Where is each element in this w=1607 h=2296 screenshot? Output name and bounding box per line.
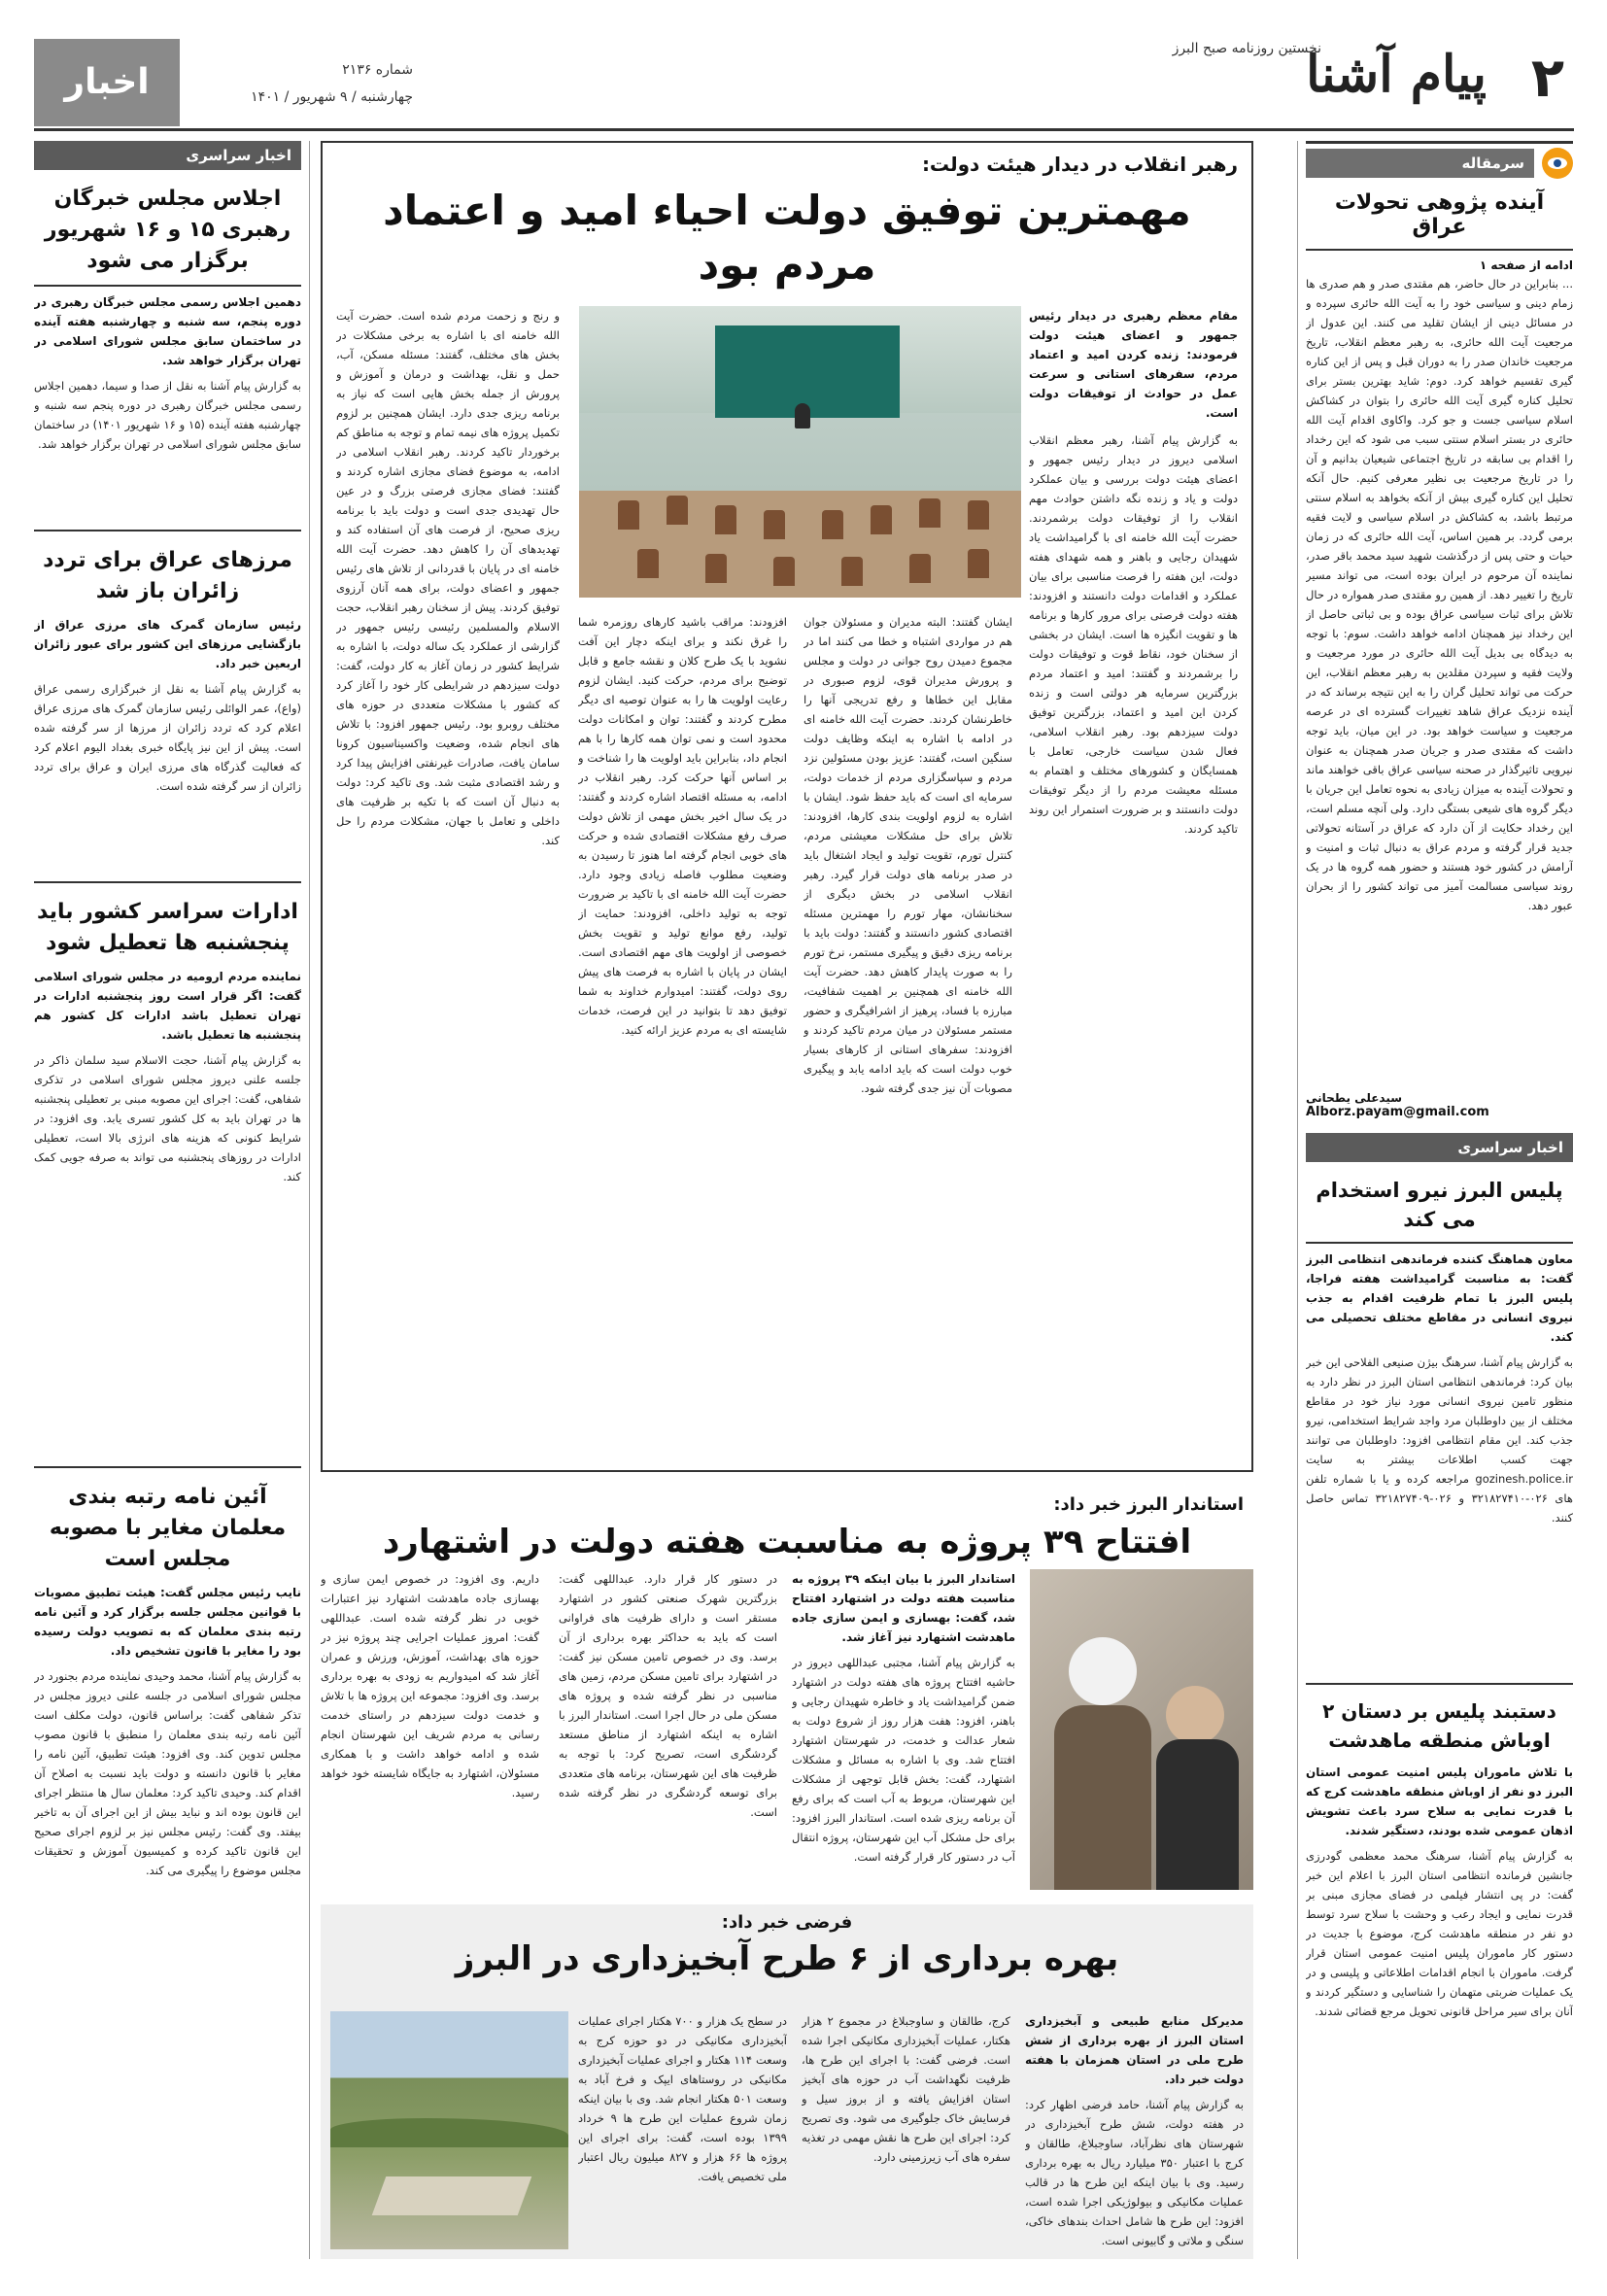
watershed-photo	[330, 2011, 568, 2249]
main-photo	[579, 306, 1021, 598]
projects-kicker: استاندار البرز خبر داد:	[1053, 1494, 1244, 1515]
main-story	[321, 141, 1253, 1472]
watershed-body-2: کرج، طالقان و ساوجبلاغ در مجموع ۲ هزار هکتار، عملیات آبخیزداری مکانیکی اجرا شده است. فرضی گفت: با اجرای این طرح ها، ظرفیت نگهداشت آب در حوزه های آبخیز استان افزایش یافته و از بروز سیل و فرسایش خاک جلوگیری می شود. وی تصریح کرد: اجرای این طرح ها نقش مهمی در تغذیه سفره های آب زیرزمینی دارد.	[802, 2014, 1010, 2164]
editorial-email[interactable]: Alborz.payam@gmail.com	[1306, 1105, 1489, 1119]
projects-headline: افتتاح ۳۹ پروژه به مناسبت هفته دولت در اشتهارد	[382, 1523, 1192, 1561]
main-headline: مهمترین توفیق دولت احیاء امید و اعتماد مردم بود	[383, 187, 1191, 289]
left-news-body-3: به گزارش پیام آشنا، حجت الاسلام سید سلمان ذاکر در جلسه علنی دیروز مجلس شورای اسلامی در تذکری شفاهی، گفت: اجرای این مصوبه مبنی بر تعطیلی پنجشنبه ها در تهران باید به کل کشور تسری یابد. وی افزود: در شرایط کنونی که هزینه های انرژی بالا است، تعطیلی ادارات در روزهای پنجشنبه می تواند به صرفه جویی کمک کند.	[34, 1053, 301, 1183]
left-news-lead-4: نایب رئیس مجلس گفت: هیئت تطبیق مصوبات با قوانین مجلس جلسه برگزار کرد و آئین نامه رتبه بندی معلمان که به تصویب دولت رسیده بود را مغایر با قانون تشخیص داد.	[34, 1586, 301, 1658]
left-news-band: اخبار سراسری	[34, 141, 301, 170]
watershed-body-3: در سطح یک هزار و ۷۰۰ هکتار اجرای عملیات آبخیزداری مکانیکی در دو حوزه کرج به وسعت ۱۱۴ هکتار و اجرای عملیات آبخیزداری مکانیکی در روستاهای ایپک و فرخ آباد به وسعت ۵۰۱ هکتار انجام شد. وی با بیان اینکه زمان شروع عملیات این طرح ها ۹ خرداد ۱۳۹۹ بوده است، گفت: برای اجرای این پروژه ها ۶۶ هزار و ۸۲۷ میلیون ریال اعتبار ملی تخصیص یافت.	[578, 2014, 787, 2183]
watershed-body-1: به گزارش پیام آشنا، حامد فرضی اظهار کرد: در هفته دولت، شش طرح آبخیزداری در شهرستان های نظرآباد، ساوجبلاغ، طالقان و کرج با اعتبار ۳۵۰ میلیارد ریال به بهره برداری رسید. وی با بیان اینکه این طرح ها در قالب عملیات مکانیکی و بیولوژیکی اجرا شده است، افزود: این طرح ها شامل احداث بندهای خاکی، سنگی و ملاتی و گابیونی است.	[1025, 2098, 1244, 2247]
editorial-author: سیدعلی یطحانی	[1306, 1091, 1403, 1105]
section-title: اخبار	[34, 39, 180, 126]
right-column	[1306, 141, 1573, 2259]
main-body-col3: افزودند: مراقب باشید کارهای روزمره شما را غرق نکند و برای اینکه دچار این آفت نشوید با یک طرح کلان و نقشه جامع و قابل توضیح برای مردم، حرکت کنید. ایشان لزوم رعایت اولویت ها را به عنوان توصیه ای دیگر مطرح کردند و گفتند: توان و امکانات دولت محدود است و نمی توان همه کارها را با هم انجام داد، بنابراین باید اولویت ها را شناخت و بر اساس آنها حرکت کرد. رهبر انقلاب در ادامه، به مسئله اقتصاد اشاره کردند و گفتند: در یک سال اخیر بخش مهمی از تلاش دولت صرف رفع مشکلات اقتصادی شده و حرکت های خوبی انجام گرفته اما هنوز تا رسیدن به وضعیت مطلوب فاصله زیادی وجود دارد. حضرت آیت الله خامنه ای با تاکید بر ضرورت توجه به تولید داخلی، افزودند: حمایت از تولید، رفع موانع تولید و تقویت بخش خصوصی از اولویت های مهم اقتصادی است. ایشان در پایان با اشاره به فرصت های پیش روی دولت، گفتند: امیدوارم خداوند به شما توفیق دهد تا بتوانید در این فرصت، خدمات شایسته ای به مردم عزیز ارائه کنید.	[578, 615, 787, 1037]
slogan: نخستین روزنامه صبح البرز	[1172, 41, 1321, 56]
issue-number: شماره ۲۱۳۶	[342, 62, 413, 78]
right-news-body-2: به گزارش پیام آشنا، سرهنگ محمد معظمی گودرزی جانشین فرمانده انتظامی استان البرز با اعلام این خبر گفت: در پی انتشار فیلمی در فضای مجازی مبنی بر قدرت نمایی و ایجاد رعب و وحشت با سلاح سرد توسط دو نفر در منطقه ماهدشت کرج، موضوع با جدیت در دستور کار ماموران پلیس امنیت عمومی استان قرار گرفت. ماموران با انجام اقدامات اطلاعاتی و پلیسی و در یک عملیات ضربتی متهمان را شناسایی و دستگیر کردند و آنان برای سیر مراحل قانونی تحویل مرجع قضائی شدند.	[1306, 1849, 1573, 2018]
eye-icon	[1542, 148, 1573, 179]
separator-left	[309, 141, 310, 2259]
main-lead: مقام معظم رهبری در دیدار رئیس جمهور و اعضای هیئت دولت فرمودند: زنده کردن امید و اعتماد مردم، سفرهای استانی و سرعت عمل در حوادث از توفیقات دولت است.	[1029, 309, 1238, 420]
right-news-lead-1: معاون هماهنگ کننده فرماندهی انتظامی البرز گفت: به مناسبت گرامیداشت هفته فراجا، پلیس البرز با تمام ظرفیت اقدام به جذب نیروی انسانی در مقاطع مختلف تحصیلی می کند.	[1306, 1252, 1573, 1344]
issue-date: چهارشنبه / ۹ شهریور / ۱۴۰۱	[251, 89, 413, 105]
main-body-col2: ایشان گفتند: البته مدیران و مسئولان جوان هم در مواردی اشتباه و خطا می کنند اما در مجموع دمیدن روح جوانی در دولت و مجلس و پرورش مدیران قوی، لزوم صبوری در مقابل این خطاها و رفع تدریجی آنها را خاطرنشان کردند. حضرت آیت الله خامنه ای در ادامه با اشاره به اینکه وظایف دولت سنگین است، گفتند: عزیز بودن مسئولین نزد مردم و سپاسگزاری مردم از خدمات دولت، سرمایه ای است که باید حفظ شود. ایشان با اشاره به لزوم اولویت بندی کارها، افزودند: تلاش برای حل مشکلات معیشتی مردم، کنترل تورم، تقویت تولید و ایجاد اشتغال باید در صدر برنامه های دولت قرار گیرد. رهبر انقلاب اسلامی در بخش دیگری از سخنانشان، مهار تورم را مهمترین مسئله اقتصادی کشور دانستند و گفتند: دولت باید با برنامه ریزی دقیق و پیگیری مستمر، نرخ تورم را به صورت پایدار کاهش دهد. حضرت آیت الله خامنه ای همچنین بر اهمیت شفافیت، مبارزه با فساد، پرهیز از اشرافیگری و حضور مستمر مسئولان در میان مردم تاکید کردند و افزودند: سفرهای استانی از کارهای بسیار خوب دولت است که باید ادامه یابد و پیگیری مصوبات آن نیز جدی گرفته شود.	[804, 615, 1012, 1095]
right-news-title-1: پلیس البرز نیرو استخدام می کند	[1316, 1179, 1563, 1231]
right-news-band: اخبار سراسری	[1306, 1133, 1573, 1162]
left-column	[34, 141, 301, 2259]
main-kicker: رهبر انقلاب در دیدار هیئت دولت:	[921, 153, 1238, 176]
projects-body-1: به گزارش پیام آشنا، مجتبی عبداللهی دیروز در حاشیه افتتاح پروژه های هفته دولت در اشتهارد ضمن گرامیداشت یاد و خاطره شهیدان رجایی و باهنر، افزود: هفت هزار روز از شروع دولت به شعار عدالت و خدمت، در شهرستان اشتهارد افتتاح شد. وی با اشاره به مسائل و مشکلات اشتهارد، گفت: بخش قابل توجهی از مشکلات این شهرستان، مربوط به آب است که برای رفع آن برنامه ریزی شده است. استاندار البرز افزود: برای حل مشکل آب این شهرستان، پروژه انتقال آب در دستور کار قرار گرفته است.	[792, 1656, 1015, 1864]
watershed-lead: مدیرکل منابع طبیعی و آبخیزداری استان البرز از بهره برداری از شش طرح ملی در استان همزمان با هفته دولت خبر داد.	[1025, 2014, 1244, 2086]
masthead	[34, 39, 1574, 131]
editorial-title: آینده پژوهی تحولات عراق	[1334, 190, 1545, 239]
right-news-body-1: به گزارش پیام آشنا، سرهنگ بیژن صنیعی الفلاحی این خبر بیان کرد: فرماندهی انتظامی استان البرز در نظر دارد به منظور تامین نیروی انسانی مورد نیاز خود در مقاطع مختلف از بین داوطلبان مرد واجد شرایط استخدامی، نیرو جذب کند. این مقام انتظامی افزود: داوطلبان می توانند جهت کسب اطلاعات بیشتر به سایت gozinesh.police.ir مراجعه کرده و یا با شماره تلفن های ۰۲۶-۳۲۱۸۲۷۴۱۰ و ۰۲۶-۳۲۱۸۲۷۴۰۹ تماس حاصل کنند.	[1306, 1355, 1573, 1525]
projects-story	[321, 1487, 1253, 1895]
left-news-body-4: به گزارش پیام آشنا، محمد وحیدی نماینده مردم بجنورد در مجلس شورای اسلامی در جلسه علنی دیروز مجلس در تذکر شفاهی گفت: براساس قانون، دولت مکلف است آئین نامه رتبه بندی معلمان را منطبق با قانون مصوب مجلس تدوین کند. وی افزود: هیئت تطبیق، آئین نامه را مغایر با قانون دانسته و دولت باید نسبت به اصلاح آن اقدام کند. وحیدی تاکید کرد: معلمان سال ها منتظر اجرای این قانون بوده اند و نباید بیش از این اجرای آن به تاخیر بیفتد. وی گفت: رئیس مجلس نیز بر لزوم اجرای صحیح این قانون تاکید کرده و کمیسیون آموزش و تحقیقات مجلس موضوع را پیگیری می کند.	[34, 1669, 301, 1877]
separator-right	[1297, 141, 1298, 2259]
right-news-lead-2: با تلاش ماموران پلیس امنیت عمومی استان البرز دو نفر از اوباش منطقه ماهدشت کرج که با قدرت نمایی به سلاح سرد باعث تشویش اذهان عمومی شده بودند، دستگیر شدند.	[1306, 1765, 1573, 1837]
editorial-body: ... بنابراین در حال حاضر، هم مقتدی صدر و هم صدری ها زمام دینی و سیاسی خود را به آیت الله حائری سپرده و در مسائل دینی از ایشان تقلید می کنند. این عدول از مرجعیت آیت الله حائری، به رهبر معظم انقلاب، تاریخ مرجعیت خاندان صدر را به دوران قبل و پس از این کناره گیری تقسیم خواهد کرد. دوم: شاید بهترین بستر برای تحلیل کناره گیری آیت الله حائری را بتوان در کشاکش اسلام سیاسی جست و جو کرد. واکاوی اقدام آیت الله حائری در بستر اسلام سنتی سبب می شود که این رخداد را اقدام بی سابقه در تاریخ اجتماعی شیعیان بدانیم و آن را در تاریخ مرجعیت بی نظیر معرفی کنیم. حال آنکه تحلیل این کناره گیری بیش از آنکه بخواهد به اسلام سنتی مرتبط باشد، به کشاکش در اسلام سیاسی و لایت فقیه برمی گردد. بر همین اساس، آیت الله حائری که در زمان حیات و حتی پس از درگذشت شهید سید محمد باقر صدر، نماینده آن مرحوم در ایران بوده است، می تواند مسیر تاریخ را تغییر دهد. از همین رو مقتدی صدر همواره در حال تلاش برای ثبات سیاسی عراق بوده و بی ثباتی حاصل از این رخداد نیز همچنان ادامه خواهد داشت. سوم: با توجه به دیدگاه بی بدیل آیت الله حائری در مورد مرجعیت و ولایت فقیه و سپردن مقلدین به رهبر معظم انقلاب، این حرکت می تواند تحلیل گران را به این نتیجه برساند که در آینده نزدیک عراق شاهد تغییرات گسترده ای در عرصه مرجعیت و سیاست خواهد بود. در این میان، باید توجه داشت که مقتدی صدر و جریان صدر همچنان به عنوان نیرویی تاثیرگذار در صحنه سیاسی عراق باقی خواهند ماند و تحولات آینده به میزان زیادی به نحوه تعامل این جریان با دیگر گروه های شیعی بستگی دارد. ولی آنچه مسلم است، این رخداد حکایت از آن دارد که عراق در آستانه تحولاتی جدید قرار گرفته و مردم عراق به دنبال ثبات و امنیت و آرامش در کشور خود هستند و حضور همه گروه ها در یک روند سیاسی مسالمت آمیز می تواند کشور را از بحران عبور دهد.	[1306, 277, 1573, 912]
projects-body-2: در دستور کار قرار دارد. عبداللهی گفت: بزرگترین شهرک صنعتی کشور در اشتهارد مستقر است و دارای ظرفیت های فراوانی است که باید به حداکثر بهره برداری از آن برسد. وی در خصوص تامین مسکن نیز گفت: در اشتهارد برای تامین مسکن مردم، زمین های مناسبی در نظر گرفته شده و پروژه های مسکن ملی در حال اجرا است. استاندار البرز با اشاره به اینکه اشتهارد از مناطق مستعد گردشگری است، تصریح کرد: با توجه به ظرفیت های این شهرستان، برنامه های متعددی برای توسعه گردشگری در نظر گرفته شده است.	[559, 1572, 777, 1819]
watershed-headline: بهره برداری از ۶ طرح آبخیزداری در البرز	[455, 1939, 1119, 1978]
projects-lead: استاندار البرز با بیان اینکه ۳۹ پروژه به مناسبت هفته دولت در اشتهارد افتتاح شد، گفت: بهسازی و ایمن سازی جاده ماهدشت اشتهارد نیز آغاز شد.	[792, 1572, 1016, 1644]
main-body-col4: و رنج و زحمت مردم شده است. حضرت آیت الله خامنه ای با اشاره به برخی مشکلات در بخش های مختلف، گفتند: مسئله مسکن، آب، حمل و نقل، بهداشت و درمان و آموزش و پرورش از جمله بخش هایی است که نیاز به برنامه ریزی جدی دارد. ایشان همچنین بر لزوم تکمیل پروژه های نیمه تمام و توجه به مناطق کم برخوردار تاکید کردند. رهبر انقلاب اسلامی در ادامه، به موضوع فضای مجازی اشاره کردند و گفتند: فضای مجازی فرصتی بزرگ و در عین حال تهدیدی جدی است و دولت باید با برنامه ریزی صحیح، از فرصت های آن استفاده کند و تهدیدهای آن را کاهش دهد. حضرت آیت الله خامنه ای در پایان با قدردانی از تلاش های رئیس جمهور و اعضای دولت، برای همه آنان آرزوی توفیق کردند. پیش از سخنان رهبر انقلاب، حجت الاسلام والمسلمین رئیسی رئیس جمهور در گزارشی از عملکرد یک ساله دولت، با اشاره به شرایط کشور در زمان آغاز به کار دولت، گفت: دولت سیزدهم در شرایطی کار خود را آغاز کرد که کشور با مشکلات متعددی در حوزه های مختلف روبرو بود. رئیس جمهور افزود: با تلاش های انجام شده، وضعیت واکسیناسیون کرونا سامان یافت، صادرات غیرنفتی افزایش پیدا کرد و رشد اقتصادی مثبت شد. وی تاکید کرد: دولت به دنبال آن است که با تکیه بر ظرفیت های داخلی و تعامل با جهان، مشکلات مردم را حل کند.	[336, 309, 560, 847]
left-news-lead-2: رئیس سازمان گمرک های مرزی عراق از بازگشایی مرزهای این کشور برای عبور زائران اربعین خبر داد.	[34, 618, 301, 670]
left-news-body-2: به گزارش پیام آشنا به نقل از خبرگزاری رسمی عراق (واع)، عمر الوائلی رئیس سازمان گمرک های مرزی عراق اعلام کرد که تردد زائران از مرزها از سر گرفته شده است. پیش از این نیز پایگاه خبری بغداد الیوم اعلام کرد که فعالیت گذرگاه های مرزی ایران و عراق برای تردد زائران از سر گرفته شده است.	[34, 682, 301, 793]
left-news-lead-1: دهمین اجلاس رسمی مجلس خبرگان رهبری در دوره پنجم، سه شنبه و چهارشنبه هفته آینده در ساختمان سابق مجلس شورای اسلامی در تهران برگزار خواهد شد.	[34, 295, 301, 367]
left-news-title-1: اجلاس مجلس خبرگان رهبری ۱۵ و ۱۶ شهریور برگزار می شود	[44, 187, 291, 273]
left-news-lead-3: نماینده مردم ارومیه در مجلس شورای اسلامی گفت: اگر قرار است روز پنجشنبه ادارات در تهران تعطیل باشد ادارات کل کشور هم پنجشنبه ها تعطیل باشد.	[34, 970, 301, 1042]
watershed-story	[321, 1904, 1253, 2259]
watershed-kicker: فرضی خبر داد:	[721, 1912, 853, 1933]
issue-meta	[199, 56, 413, 111]
brand-logo: پیام آشنا	[1306, 45, 1487, 104]
left-news-title-3: ادارات سراسر کشور باید پنجشنبه ها تعطیل شود	[37, 900, 298, 955]
page-number: ۲	[1530, 47, 1564, 110]
left-news-title-2: مرزهای عراق برای تردد زائران باز شد	[43, 548, 292, 603]
editorial-band: سرمقاله	[1306, 149, 1534, 178]
main-body-col1: به گزارش پیام آشنا، رهبر معظم انقلاب اسلامی دیروز در دیدار رئیس جمهور و اعضای هیئت دولت بررسی و بیان عملکرد دولت و یاد و زنده نگه داشتن حوادث مهم انقلاب را از توفیقات دولت برشمردند. حضرت آیت الله خامنه ای با گرامیداشت یاد شهیدان رجایی و باهنر و همه شهدای هفته دولت، این هفته را فرصت مناسبی برای بیان عملکرد و اقدامات دولت دانستند و افزودند: هفته دولت فرصتی برای مرور کارها و برنامه ها و تقویت انگیزه ها است. ایشان در بخشی از سخنان خود، نقاط قوت و توفیقات دولت را برشمردند و گفتند: امید و اعتماد مردم بزرگترین سرمایه هر دولتی است و زنده کردن این امید و اعتماد، بزرگترین توفیق دولت سیزدهم بود. رهبر انقلاب اسلامی، فعال شدن سیاست خارجی، تعامل با همسایگان و کشورهای مختلف و اهتمام به مسئله معیشت مردم را از دیگر توفیقات دولت دانستند و بر ضرورت استمرار این روند تاکید کردند.	[1029, 433, 1238, 836]
right-news-title-2: دستبند پلیس بر دستان ۲ اوباش منطقه ماهدشت	[1322, 1699, 1556, 1752]
editorial-continued: ادامه از صفحه ۱	[1479, 258, 1573, 272]
projects-body-3: داریم. وی افزود: در خصوص ایمن سازی و بهسازی جاده ماهدشت اشتهارد نیز اعتبارات خوبی در نظر گرفته شده است. عبداللهی گفت: امروز عملیات اجرایی چند پروژه نیز در حوزه های بهداشت، آموزش، ورزش و عمران آغاز شد که امیدواریم به زودی به بهره برداری برسد. وی افزود: مجموعه این پروژه ها با تلاش و خدمت دولت سیزدهم در راستای خدمت رسانی به مردم شریف این شهرستان انجام شده و ادامه خواهد داشت و با همکاری مسئولان، اشتهارد به جایگاه شایسته خود خواهد رسید.	[321, 1572, 539, 1799]
left-news-body-1: به گزارش پیام آشنا به نقل از صدا و سیما، دهمین اجلاس رسمی مجلس خبرگان رهبری در دوره پنجم سه شنبه و چهارشنبه هفته آینده (۱۵ و ۱۶ شهریور ۱۴۰۱) در ساختمان سابق مجلس شورای اسلامی در تهران برگزار خواهد شد.	[34, 379, 301, 451]
projects-photo	[1030, 1569, 1253, 1890]
left-news-title-4: آئین نامه رتبه بندی معلمان مغایر با مصوبه مجلس است	[49, 1485, 287, 1571]
